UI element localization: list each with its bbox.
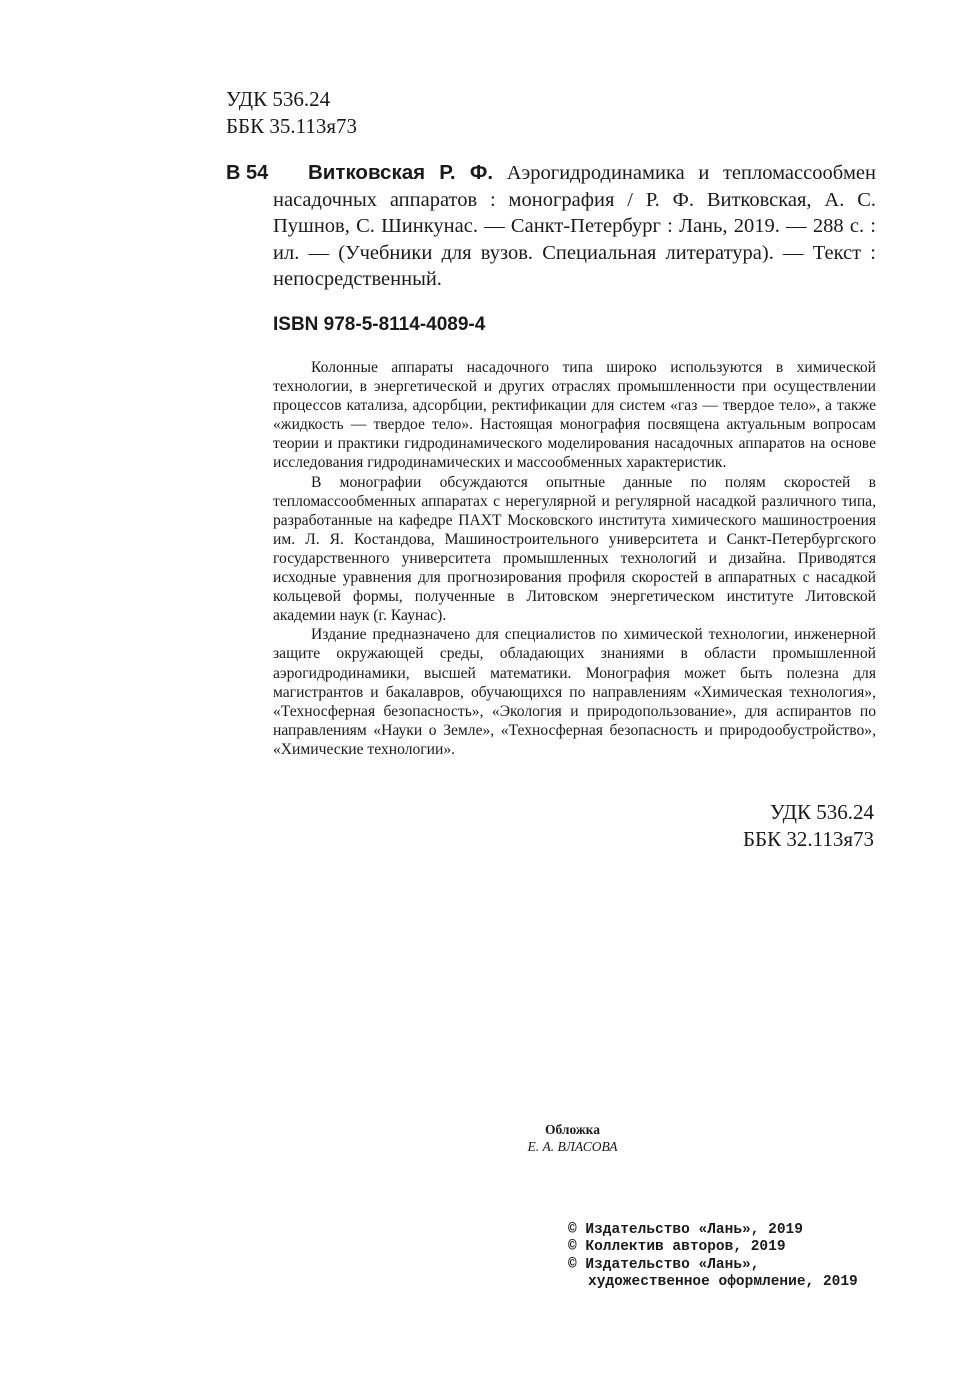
cover-label: Обложка (544, 1122, 600, 1137)
catalog-description: Аэрогидродинамика и тепломассообмен насадочных аппаратов : монография / Р. Ф. Витковская, А. С. Пушнов, С. Шинкунас. — Санкт-Петербург : Лань, 2019. — 288 с. : ил. — (Учебники для вузов. Специальная литература). — Текст : непосредственный. (273, 162, 876, 290)
annotation-paragraph-1: Колонные аппараты насадочного типа широко используются в химической технологии, в энергетической и других отраслях промышленности при осуществлении процессов катализа, адсорбции, ректификации для систем «газ — твердое тело», а также «жидкость — твердое тело». Настоящая монография посвящена актуальным вопросам теории и практики гидродинамического моделирования насадочных аппаратов на основе исследования гидродинамических и массообменных характеристик. (273, 359, 876, 472)
bbk-code-bottom: ББК 32.113я73 (742, 827, 874, 851)
bbk-code-top: ББК 35.113я73 (226, 114, 358, 138)
annotation (273, 358, 876, 759)
annotation-paragraph-3: Издание предназначено для специалистов по химической технологии, инженерной защите окружающей среды, обладающих знаниями в области промышленной аэрогидродинамики, высшей математики. Монография может быть полезна для магистрантов и бакалавров, обучающихся по направлениям «Химическая технология», «Техносферная безопасность», «Экология и природопользование», для аспирантов по направлениям «Науки о Земле», «Техносферная безопасность и природообустройство», «Химические технологии». (273, 626, 876, 758)
copyright-line-1: © Издательство «Лань», 2019 (568, 1222, 803, 1238)
catalog-entry (226, 160, 876, 293)
udk-code-top: УДК 536.24 (226, 87, 331, 111)
isbn: ISBN 978-5-8114-4089-4 (273, 314, 486, 335)
copyright-line-4: художественное оформление, 2019 (588, 1273, 858, 1290)
catalog-author: Витковская Р. Ф. (308, 161, 494, 184)
catalog-description-block (273, 160, 876, 293)
cover-credit (0, 1121, 975, 1155)
udk-bottom-block (743, 799, 874, 853)
copyright-line-2: © Коллектив авторов, 2019 (568, 1239, 786, 1256)
udk-code-bottom: УДК 536.24 (769, 800, 874, 824)
annotation-paragraph-2: В монографии обсуждаются опытные данные по полям скоростей в тепломассообменных аппаратах с нерегулярной и регулярной насадкой различного типа, разработанные на кафедре ПАХТ Московского института химического машиностроения им. Л. Я. Костандова, Машиностроительного университета и Санкт-Петербургского государственного университета промышленных технологий и дизайна. Приводятся исходные уравнения для прогнозирования профиля скоростей в аппаратных с насадкой кольцевой формы, полученные в Литовском энергетическом институте Литовской академии наук (г. Каунас). (273, 473, 876, 625)
copyright-block (568, 1222, 858, 1291)
udk-top-block (226, 86, 357, 140)
copyright-line-3: © Издательство «Лань», (568, 1256, 760, 1273)
catalog-code: В 54 (226, 162, 269, 184)
cover-artist: Е. А. ВЛАСОВА (527, 1139, 618, 1154)
